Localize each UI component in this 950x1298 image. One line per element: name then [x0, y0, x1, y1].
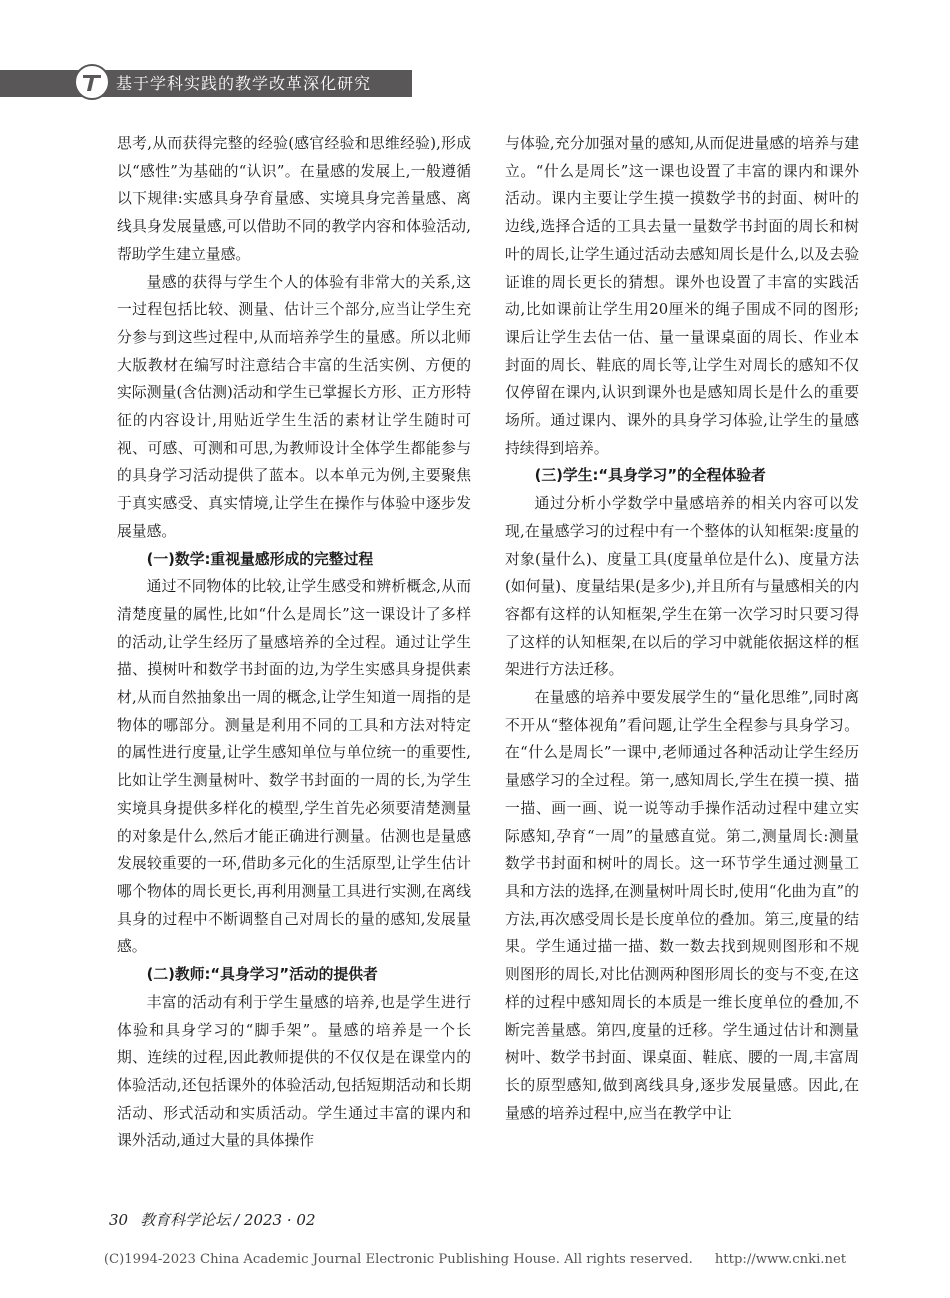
section-heading: (二)教师:“具身学习”活动的提供者 [146, 966, 378, 984]
section-heading: (三)学生:“具身学习”的全程体验者 [534, 467, 766, 485]
running-header-title: 基于学科实践的教学改革深化研究 [116, 74, 372, 93]
body-paragraph: 量感的获得与学生个人的体验有非常大的关系,这一过程包括比较、测量、估计三个部分,应当让学生充分参与到这些过程中,从而培养学生的量感。所以北师大版教材在编写时注意结合丰富的生活实例、方便的实际测量(含估测)活动和学生已掌握长方形、正方形特征的内容设计,用贴近学生生活的素材让学生随时可视、可感、可测和可思,为教师设计全体学生都能参与的具身学习活动提供了蓝本。以本单元为例,主要聚焦于真实感受、真实情境,让学生在操作与体验中逐步发展量感。 [117, 273, 471, 540]
journal-name: 教育科学论坛 [140, 1211, 231, 1229]
body-paragraph: 通过分析小学数学中量感培养的相关内容可以发现,在量感学习的过程中有一个整体的认知框架:度量的对象(量什么)、度量工具(度量单位是什么)、度量方法(如何量)、度量结果(是多少),并且所有与量感相关的内容都有这样的认知框架,学生在第一次学习时只要习得了这样的认知框架,在以后的学习中就能依据这样的框架进行方法迁移。 [505, 495, 859, 679]
body-paragraph: 与体验,充分加强对量的感知,从而促进量感的培养与建立。“什么是周长”这一课也设置了丰富的课内和课外活动。课内主要让学生摸一摸数学书的封面、树叶的边线,选择合适的工具去量一量数学书封面的周长和树叶的周长,让学生通过活动去感知周长是什么,以及去验证谁的周长更长的猜想。课外也设置了丰富的实践活动,比如课前让学生用20厘米的绳子围成不同的图形;课后让学生去估一估、量一量课桌面的周长、作业本封面的周长、鞋底的周长等,让学生对周长的感知不仅仅停留在课内,认识到课外也是感知周长是什么的重要场所。通过课内、课外的具身学习体验,让学生的量感持续得到培养。 [505, 135, 859, 457]
page-number: 30 [109, 1211, 129, 1229]
body-paragraph: 通过不同物体的比较,让学生感受和辨析概念,从而清楚度量的属性,比如“什么是周长”这一课设计了多样的活动,让学生经历了量感培养的全过程。通过让学生描、摸树叶和数学书封面的边,为学生实感具身提供素材,从而自然抽象出一周的概念,让学生知道一周指的是物体的哪部分。测量是利用不同的工具和方法对特定的属性进行度量,让学生感知单位与单位统一的重要性,比如让学生测量树叶、数学书封面的一周的长,为学生实境具身提供多样化的模型,学生首先必须要清楚测量的对象是什么,然后才能正确进行测量。估测也是量感发展较重要的一环,借助多元化的生活原型,让学生估计哪个物体的周长更长,再利用测量工具进行实测,在离线具身的过程中不断调整自己对周长的量的感知,发展量感。 [117, 578, 471, 956]
left-column [117, 130, 471, 1155]
copyright-text: (C)1994-2023 China Academic Journal Electronic Publishing House. All rights reserved. [103, 1252, 693, 1267]
page-footer [109, 1209, 316, 1230]
body-paragraph: 在量感的培养中要发展学生的“量化思维”,同时离不开从“整体视角”看问题,让学生全程参与具身学习。在“什么是周长”一课中,老师通过各种活动让学生经历量感学习的全过程。第一,感知周长,学生在摸一摸、描一描、画一画、说一说等动手操作活动过程中建立实际感知,孕育“一周”的量感直觉。第二,测量周长:测量数学书封面和树叶的周长。这一环节学生通过测量工具和方法的选择,在测量树叶周长时,使用“化曲为直”的方法,再次感受周长是长度单位的叠加。第三,度量的结果。学生通过描一描、数一数去找到规则图形和不规则图形的周长,对比估测两种图形周长的变与不变,在这样的过程中感知周长的本质是一维长度单位的叠加,不断完善量感。第四,度量的迁移。学生通过估计和测量树叶、数学书封面、课桌面、鞋底、腰的一周,丰富周长的原型感知,做到离线具身,逐步发展量感。因此,在量感的培养过程中,应当在教学中让 [505, 689, 859, 1122]
right-column [505, 130, 859, 1127]
body-paragraph: 思考,从而获得完整的经验(感官经验和思维经验),形成以“感性”为基础的“认识”。在量感的发展上,一般遵循以下规律:实感具身孕育量感、实境具身完善量感、离线具身发展量感,可以借助不同的教学内容和体验活动,帮助学生建立量感。 [117, 135, 471, 263]
body-paragraph: 丰富的活动有利于学生量感的培养,也是学生进行体验和具身学习的“脚手架”。量感的培养是一个长期、连续的过程,因此教师提供的不仅仅是在课堂内的体验活动,还包括课外的体验活动,包括短期活动和长期活动、形式活动和实质活动。学生通过丰富的课内和课外活动,通过大量的具体操作 [117, 993, 471, 1150]
journal-logo [74, 64, 110, 100]
copyright-url[interactable]: http://www.cnki.net [714, 1252, 847, 1267]
section-heading: (一)数学:重视量感形成的完整过程 [146, 550, 374, 568]
copyright-line [0, 1252, 950, 1267]
logo-t-icon [80, 70, 104, 94]
journal-issue: / 2023 · 02 [234, 1211, 316, 1229]
